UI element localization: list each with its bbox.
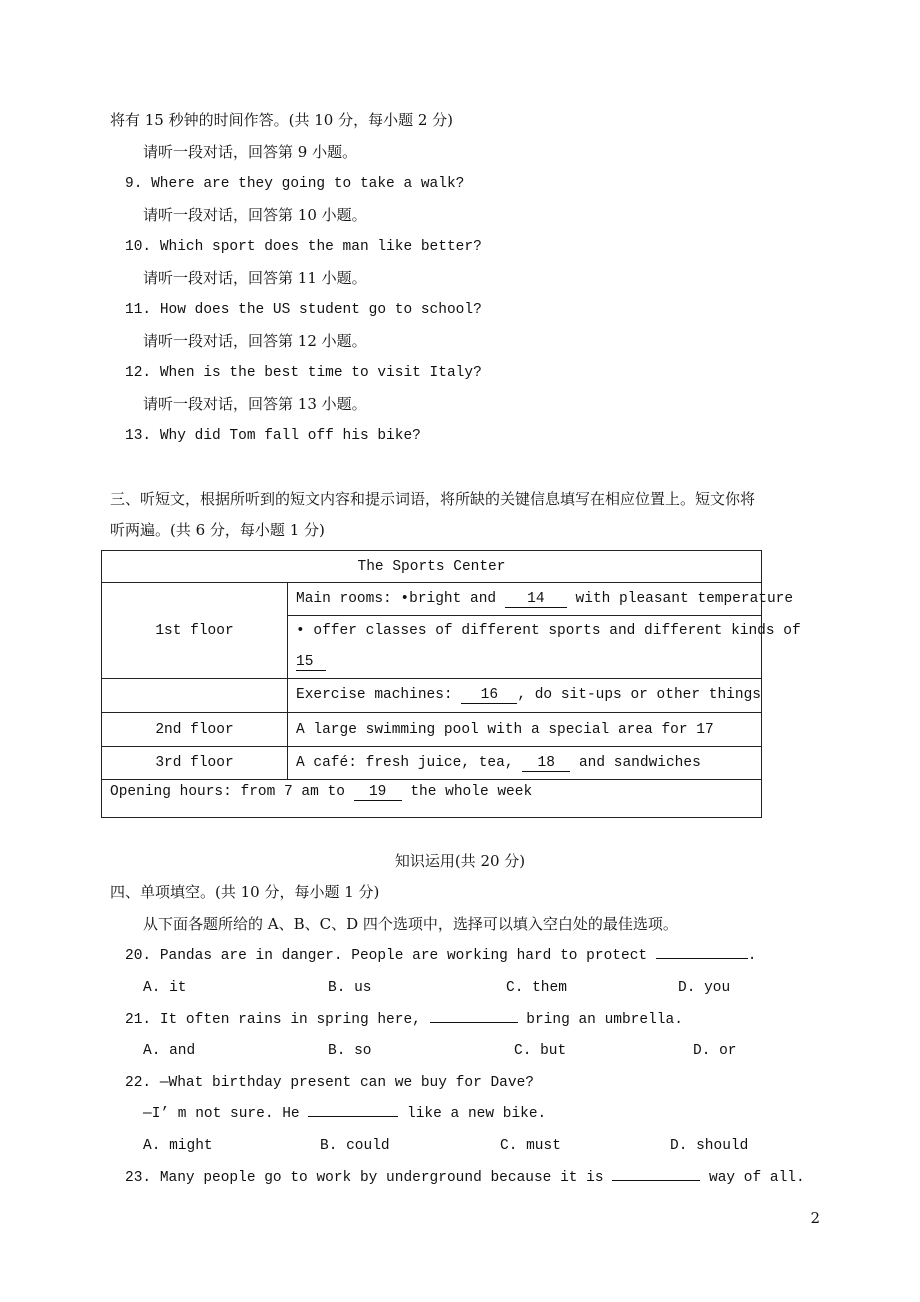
floor2-line: A large swimming pool with a special area for 17	[288, 713, 762, 747]
knowledge-title: 知识运用(共 20 分)	[394, 852, 526, 870]
main-rooms-line: Main rooms: •bright and 14 with pleasant temperature	[288, 583, 762, 616]
question-21: 21. It often rains in spring here, bring an umbrella.	[125, 1012, 683, 1028]
blank-17[interactable]: 17	[696, 721, 714, 738]
prompt-13: 请听一段对话，回答第 13 小题。	[143, 395, 367, 413]
blank-16[interactable]: 16	[461, 687, 517, 704]
exercise-machines-line: Exercise machines: 16 , do sit-ups or other things	[288, 679, 762, 713]
blank-20[interactable]	[656, 958, 748, 959]
q22-option-d[interactable]: D. should	[670, 1138, 749, 1154]
prompt-10: 请听一段对话，回答第 10 小题。	[143, 206, 367, 224]
q20-option-d[interactable]: D. you	[678, 980, 731, 996]
prompt-12: 请听一段对话，回答第 12 小题。	[143, 332, 367, 350]
question-22: 22. —What birthday present can we buy for Dave?	[125, 1075, 534, 1091]
blank-15[interactable]: 15	[296, 654, 326, 671]
blank-19[interactable]: 19	[354, 784, 402, 801]
question-23: 23. Many people go to work by underground because it is way of all.	[125, 1170, 805, 1186]
section3-heading-line2: 听两遍。(共 6 分，每小题 1 分)	[110, 521, 325, 539]
floor3-line: A café: fresh juice, tea, 18 and sandwiches	[288, 747, 762, 780]
blank-23[interactable]	[612, 1180, 700, 1181]
q20-option-c[interactable]: C. them	[506, 980, 567, 996]
q22-option-c[interactable]: C. must	[500, 1138, 561, 1154]
section3-heading-line1: 三、听短文，根据所听到的短文内容和提示词语，将所缺的关键信息填写在相应位置上。短文你将	[110, 490, 756, 508]
question-9: 9. Where are they going to take a walk?	[125, 176, 465, 192]
intro-line: 将有 15 秒钟的时间作答。(共 10 分，每小题 2 分)	[110, 111, 454, 129]
q21-option-d[interactable]: D. or	[693, 1043, 737, 1059]
section4-instruction: 从下面各题所给的 A、B、C、D 四个选项中，选择可以填入空白处的最佳选项。	[143, 915, 678, 933]
floor3-label: 3rd floor	[102, 747, 288, 780]
q21-option-b[interactable]: B. so	[328, 1043, 372, 1059]
question-22-reply: —I’ m not sure. He like a new bike.	[143, 1106, 547, 1122]
blank-22[interactable]	[308, 1116, 398, 1117]
page-number: 2	[810, 1209, 820, 1227]
table-title: The Sports Center	[102, 551, 762, 583]
q21-option-c[interactable]: C. but	[514, 1043, 567, 1059]
blank-14[interactable]: 14	[505, 591, 567, 608]
floor1-label: 1st floor	[102, 583, 288, 679]
prompt-9: 请听一段对话，回答第 9 小题。	[143, 143, 358, 161]
question-10: 10. Which sport does the man like better?	[125, 239, 482, 255]
prompt-11: 请听一段对话，回答第 11 小题。	[143, 269, 367, 287]
blank-18[interactable]: 18	[522, 755, 570, 772]
floor2-label: 2nd floor	[102, 713, 288, 747]
q22-option-b[interactable]: B. could	[320, 1138, 390, 1154]
section4-heading: 四、单项填空。(共 10 分，每小题 1 分)	[110, 883, 380, 901]
q22-option-a[interactable]: A. might	[143, 1138, 213, 1154]
question-12: 12. When is the best time to visit Italy?	[125, 365, 482, 381]
floor1-spacer	[102, 679, 288, 713]
opening-hours-line: Opening hours: from 7 am to 19 the whole week	[102, 780, 762, 818]
sports-center-table	[101, 550, 801, 818]
question-20: 20. Pandas are in danger. People are working hard to protect .	[125, 948, 757, 964]
q20-option-b[interactable]: B. us	[328, 980, 372, 996]
q20-option-a[interactable]: A. it	[143, 980, 187, 996]
q21-option-a[interactable]: A. and	[143, 1043, 196, 1059]
question-13: 13. Why did Tom fall off his bike?	[125, 428, 421, 444]
question-11: 11. How does the US student go to school?	[125, 302, 482, 318]
classes-line: • offer classes of different sports and different kinds of 15	[288, 616, 762, 679]
blank-21[interactable]	[430, 1022, 518, 1023]
